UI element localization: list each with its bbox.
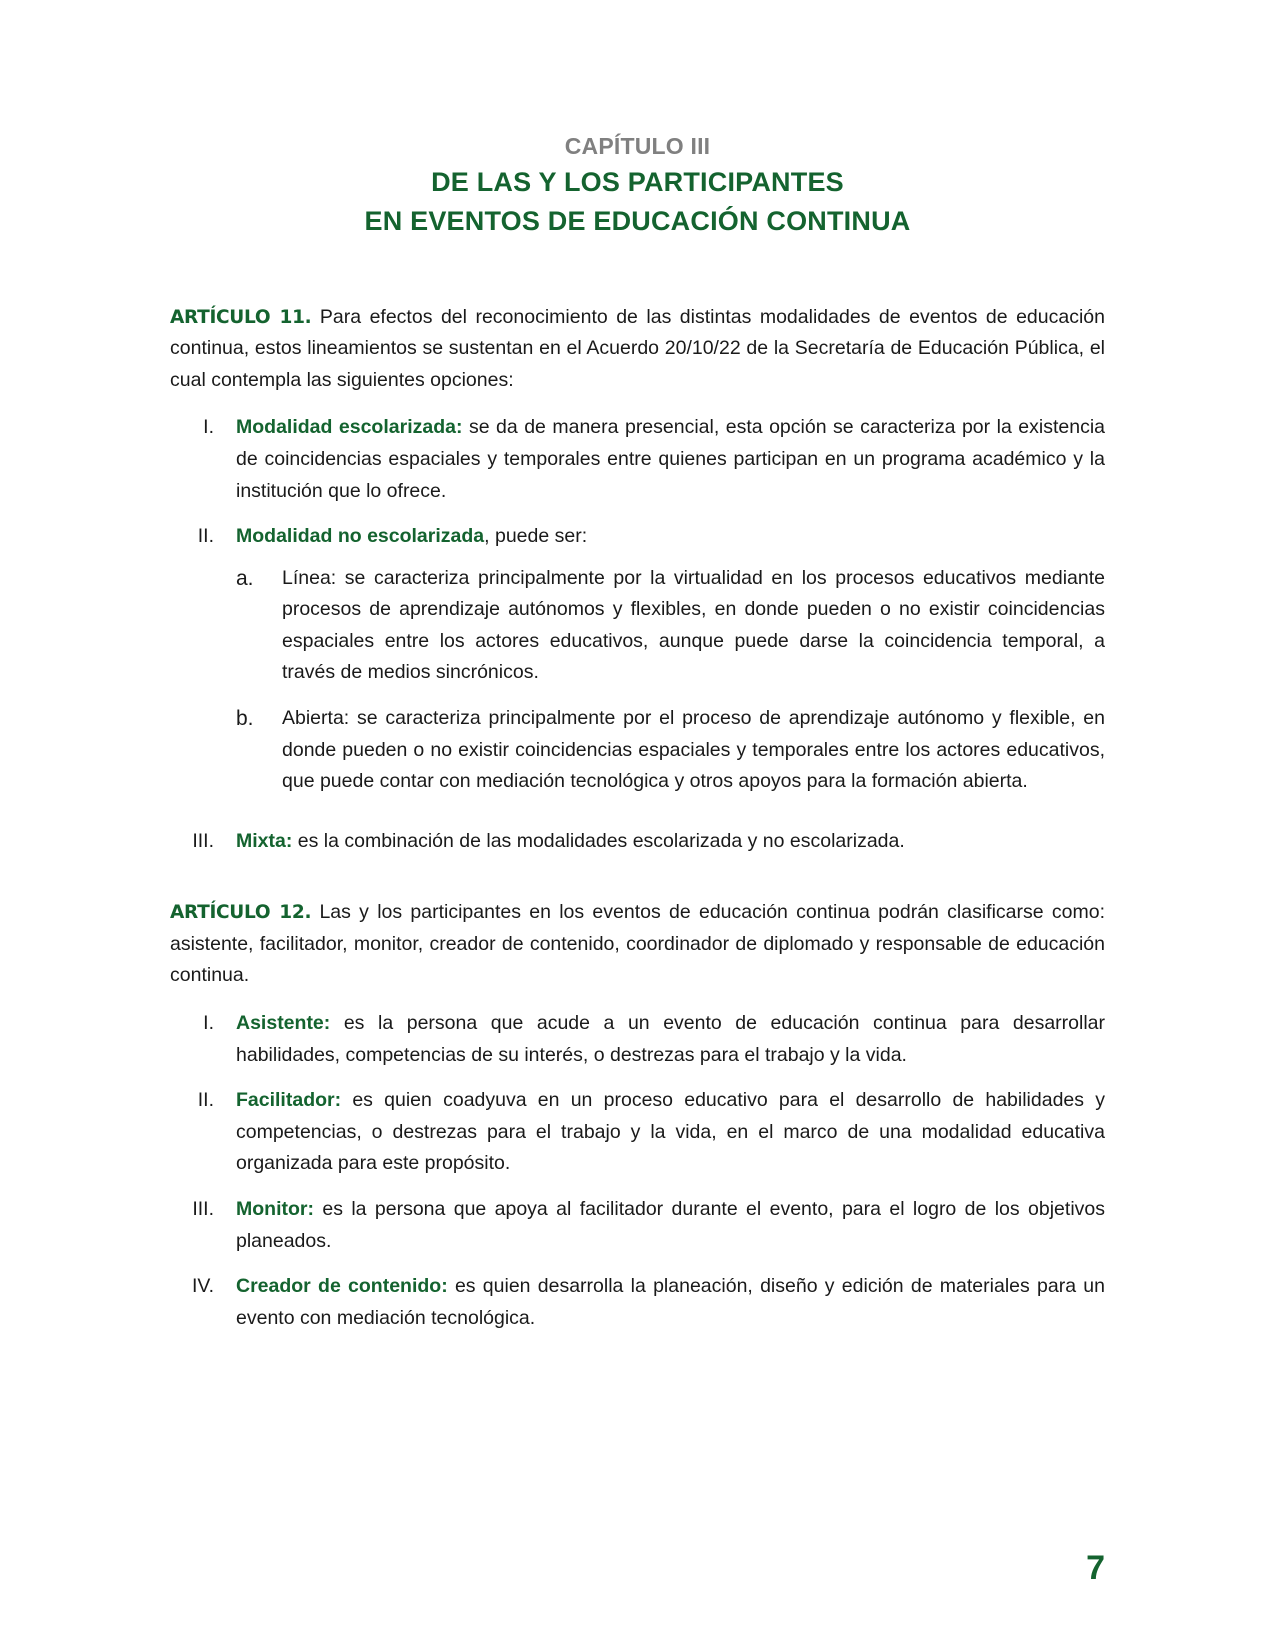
list-term: Modalidad escolarizada: bbox=[236, 416, 463, 439]
article-12-label: ARTÍCULO 12. bbox=[170, 902, 312, 924]
list-text: es quien desarrolla la planeación, diseño y edición de materiales para un evento con mediación tecnológica. bbox=[236, 1275, 1105, 1329]
list-marker: II. bbox=[197, 525, 214, 548]
article-11-sublist bbox=[236, 563, 1105, 798]
list-marker: IV. bbox=[191, 1275, 214, 1298]
chapter-title-line-2: EN EVENTOS DE EDUCACIÓN CONTINUA bbox=[364, 206, 911, 237]
list-content bbox=[236, 412, 1105, 507]
list-item bbox=[170, 826, 1105, 858]
article-11-label: ARTÍCULO 11. bbox=[170, 306, 312, 328]
sublist-marker: b. bbox=[236, 706, 254, 730]
list-content bbox=[236, 1008, 1105, 1071]
list-marker: II. bbox=[197, 1089, 214, 1112]
list-term: Facilitador: bbox=[236, 1089, 342, 1112]
list-content bbox=[236, 826, 1105, 858]
list-item bbox=[170, 412, 1105, 507]
list-item bbox=[170, 1008, 1105, 1071]
list-text: es la persona que acude a un evento de educación continua para desarrollar habilidades, competencias de su interés, o destrezas para el trabajo y la vida. bbox=[236, 1012, 1105, 1066]
list-item bbox=[170, 1194, 1105, 1257]
list-item bbox=[170, 1085, 1105, 1180]
list-term: Creador de contenido: bbox=[236, 1275, 448, 1298]
list-text: es la combinación de las modalidades escolarizada y no escolarizada. bbox=[292, 829, 905, 852]
article-11-list bbox=[170, 412, 1105, 857]
list-content bbox=[236, 1194, 1105, 1257]
list-term: Mixta: bbox=[236, 829, 293, 852]
article-12-list bbox=[170, 1008, 1105, 1334]
list-content bbox=[236, 521, 1105, 812]
list-marker: III. bbox=[192, 1197, 214, 1220]
chapter-title-line-1: DE LAS Y LOS PARTICIPANTES bbox=[431, 167, 844, 198]
list-text: es quien coadyuva en un proceso educativo para el desarrollo de habilidades y competencias, o destrezas para el trabajo y la vida, en el marco de una modalidad educativa organizada para este propósito. bbox=[236, 1089, 1105, 1175]
page-number: 7 bbox=[1086, 1549, 1105, 1587]
article-11-text: Para efectos del reconocimiento de las distintas modalidades de eventos de educación continua, estos lineamientos se sustentan en el Acuerdo 20/10/22 de la Secretaría de Educación Pública, el cual contempla las siguientes opciones: bbox=[170, 305, 1105, 391]
sublist-item bbox=[236, 703, 1105, 798]
article-11-paragraph bbox=[170, 302, 1105, 397]
list-item bbox=[170, 521, 1105, 812]
list-text: , puede ser: bbox=[484, 525, 588, 548]
chapter-heading bbox=[170, 130, 1105, 242]
sublist-text: Línea: se caracteriza principalmente por la virtualidad en los procesos educativos mediante procesos de aprendizaje autónomos y flexibles, en donde pueden o no existir coincidencias espaciales entre los actores educativos, aunque puede darse la coincidencia temporal, a través de medios sincrónicos. bbox=[282, 566, 1105, 684]
sublist-marker: a. bbox=[236, 566, 254, 590]
list-term: Asistente: bbox=[236, 1012, 331, 1035]
article-12-paragraph bbox=[170, 897, 1105, 992]
list-content bbox=[236, 1271, 1105, 1334]
list-text: es la persona que apoya al facilitador durante el evento, para el logro de los objetivos planeados. bbox=[236, 1197, 1105, 1252]
article-12-text: Las y los participantes en los eventos de educación continua podrán clasificarse como: asistente, facilitador, monitor, creador de contenido, coordinador de diplomado y responsable de educación continua. bbox=[170, 901, 1105, 987]
list-item bbox=[170, 1271, 1105, 1334]
list-text: se da de manera presencial, esta opción se caracteriza por la existencia de coincidencias espaciales y temporales entre quienes participan en un programa académico y la institución que lo ofrece. bbox=[236, 416, 1105, 502]
list-marker: III. bbox=[192, 829, 214, 852]
list-marker: I. bbox=[203, 1012, 214, 1035]
sublist-item bbox=[236, 563, 1105, 689]
section-spacer bbox=[170, 871, 1105, 897]
sublist-text: Abierta: se caracteriza principalmente por el proceso de aprendizaje autónomo y flexible, en donde pueden o no existir coincidencias espaciales y temporales entre los actores educativos, que puede contar con mediación tecnológica y otros apoyos para la formación abierta. bbox=[282, 706, 1105, 793]
list-content bbox=[236, 1085, 1105, 1180]
list-term: Monitor: bbox=[236, 1197, 314, 1220]
chapter-label: CAPÍTULO III bbox=[564, 133, 711, 159]
list-marker: I. bbox=[203, 416, 214, 439]
list-term: Modalidad no escolarizada bbox=[236, 525, 485, 548]
